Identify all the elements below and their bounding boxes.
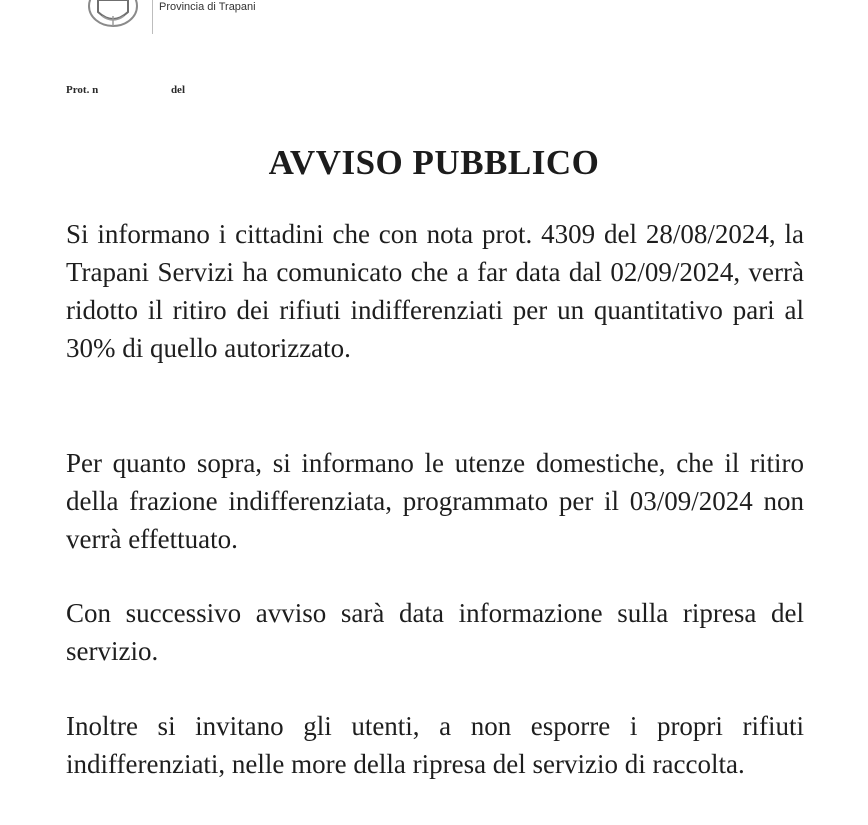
- notice-paragraph-3: Con successivo avviso sarà data informazione sulla ripresa del servizio.: [66, 598, 804, 666]
- protocol-number-label: Prot. n: [66, 84, 99, 96]
- header-divider: [152, 0, 153, 34]
- protocol-line: [66, 84, 185, 96]
- notice-title: AVVISO PUBBLICO: [268, 143, 600, 182]
- province-name: Provincia di Trapani: [159, 1, 256, 13]
- letterhead: [0, 0, 868, 40]
- notice-paragraph-1: Si informano i cittadini che con nota prot. 4309 del 28/08/2024, la Trapani Servizi ha comunicato che a far data dal 02/09/2024, verrà ridotto il ritiro dei rifiuti indifferenziati per un quantitativo pari al 30% di quello autorizzato.: [66, 219, 804, 363]
- protocol-date-label: del: [170, 84, 185, 96]
- municipal-crest-icon: [84, 0, 142, 28]
- notice-paragraph-2: Per quanto sopra, si informano le utenze domestiche, che il ritiro della frazione indifferenziata, programmato per il 03/09/2024 non verrà effettuato.: [66, 448, 804, 554]
- notice-paragraph-4: Inoltre si invitano gli utenti, a non esporre i propri rifiuti indifferenziati, nelle more della ripresa del servizio di raccolta.: [66, 711, 804, 779]
